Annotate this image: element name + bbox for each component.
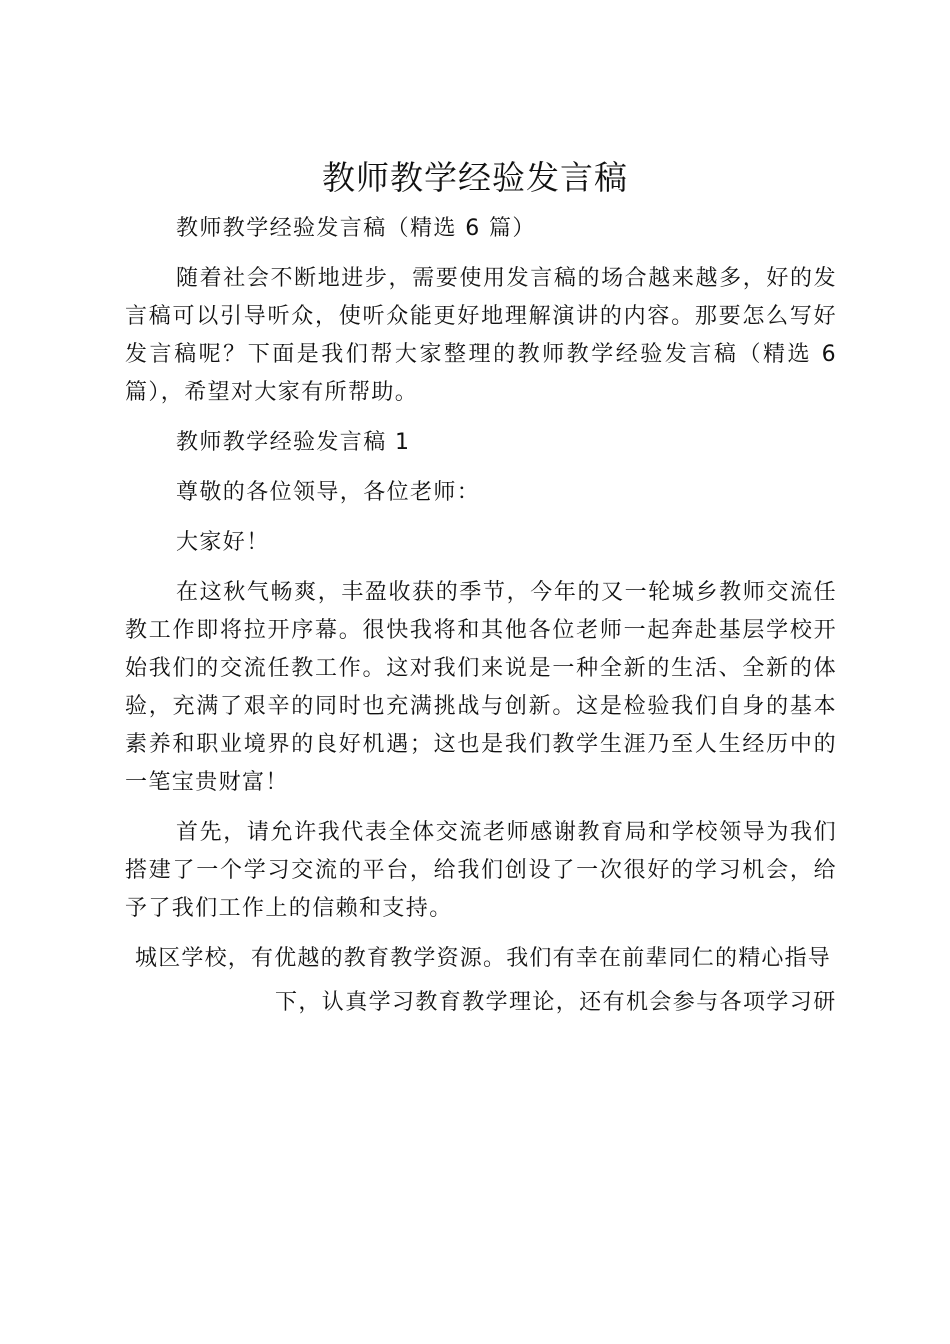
section-heading: 教师教学经验发言稿 1 [176, 430, 411, 455]
greeting: 大家好！ [176, 530, 270, 555]
body-paragraph-2: 首先，请允许我代表全体交流老师感谢教育局和学校领导为我们搭建了一个学习交流的平台，给我们创设了一次很好的学习机会，给予了我们工作上的信赖和支持。 [125, 820, 837, 921]
document-title: 教师教学经验发言稿 [322, 158, 628, 197]
document-body [125, 210, 837, 1028]
intro-paragraph: 随着社会不断地进步，需要使用发言稿的场合越来越多，好的发言稿可以引导听众，使听众能更好地理解演讲的内容。那要怎么写好发言稿呢？下面是我们帮大家整理的教师教学经验发言稿（精选 6 篇），希望对大家有所帮助。 [125, 266, 837, 405]
document-subtitle: 教师教学经验发言稿（精选 6 篇） [176, 216, 536, 241]
salutation: 尊敬的各位领导，各位老师： [176, 480, 481, 505]
body-paragraph-3-line-2: 下，认真学习教育教学理论，还有机会参与各项学习研 [275, 990, 837, 1015]
body-paragraph-3-line-1: 城区学校，有优越的教育教学资源。我们有幸在前辈同仁的精心指导 [135, 946, 832, 971]
body-paragraph-1: 在这秋气畅爽，丰盈收获的季节，今年的又一轮城乡教师交流任教工作即将拉开序幕。很快我将和其他各位老师一起奔赴基层学校开始我们的交流任教工作。这对我们来说是一种全新的生活、全新的体验，充满了艰辛的同时也充满挑战与创新。这是检验我们自身的基本素养和职业境界的良好机遇；这也是我们教学生涯乃至人生经历中的一笔宝贵财富！ [125, 580, 837, 795]
